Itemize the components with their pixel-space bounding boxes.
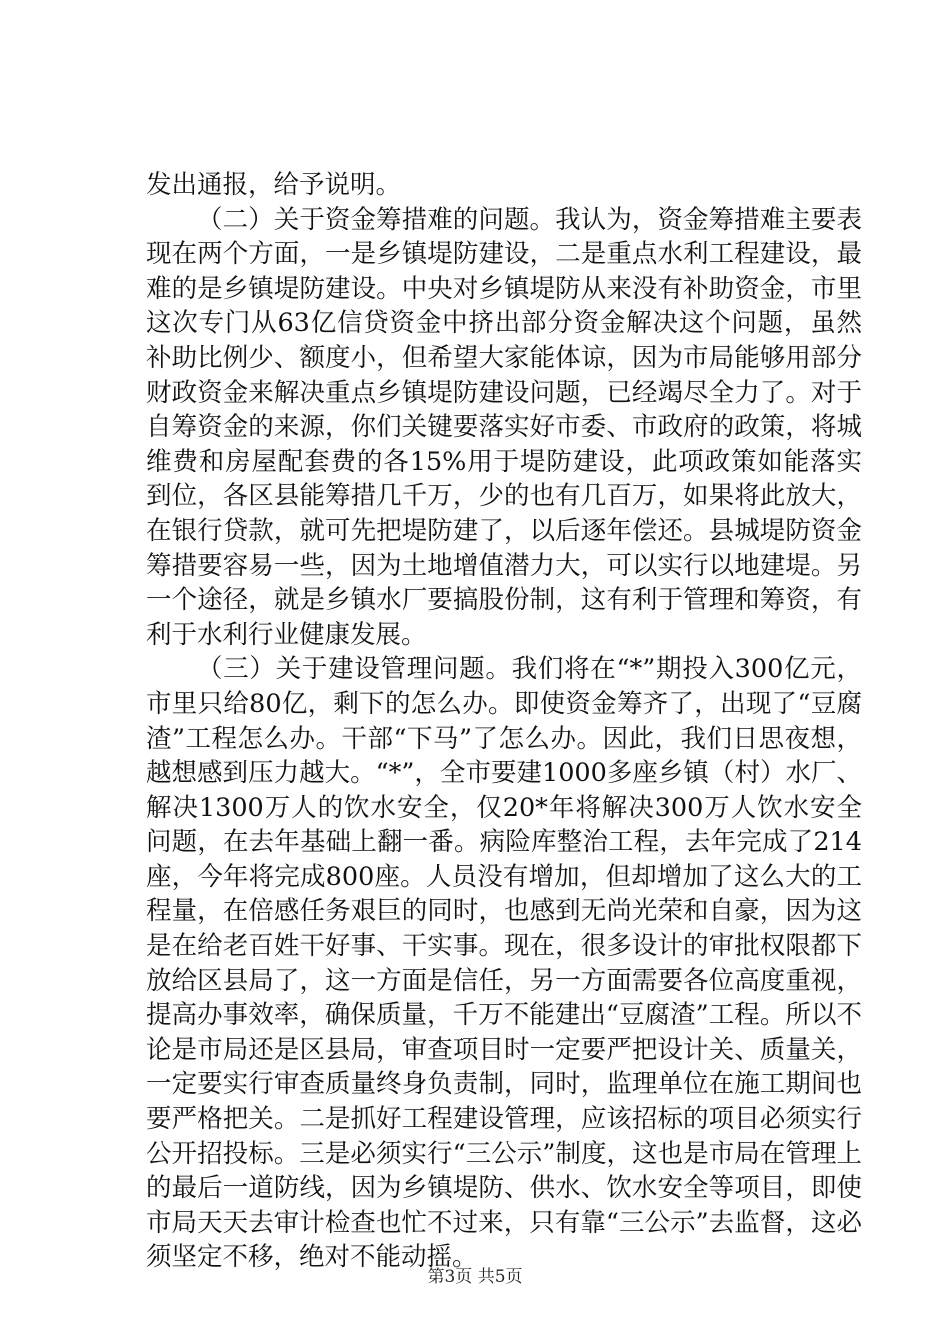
paragraph-construction-management: （三）关于建设管理问题。我们将在“*”期投入300亿元，市里只给80亿，剩下的怎么办。即使资金筹齐了，出现了“豆腐渣”工程怎么办。干部“下马”了怎么办。因此，我们日思夜想，越想感到压力越大。“*”，全市要建1000多座乡镇（村）水厂、解决1300万人的饮水安全，仅20*年将解决300万人饮水安全问题，在去年基础上翻一番。病险库整治工程，去年完成了214座，今年将完成800座。人员没有增加，但却增加了这么大的工程量，在倍感任务艰巨的同时，也感到无尚光荣和自豪，因为这是在给老百姓干好事、干实事。现在，很多设计的审批权限都下放给区县局了，这一方面是信任，另一方面需要各位高度重视，提高办事效率，确保质量，千万不能建出“豆腐渣”工程。所以不论是市局还是区县局，审查项目时一定要严把设计关、质量关，一定要实行审查质量终身负责制，同时，监理单位在施工期间也要严格把关。二是抓好工程建设管理，应该招标的项目必须实行公开招投标。三是必须实行“三公示”制度，这也是市局在管理上的最后一道防线，因为乡镇堤防、供水、饮水安全等项目，即使市局天天去审计检查也忙不过来，只有靠“三公示”去监督，这必须坚定不移，绝对不能动摇。 (146, 654, 862, 1273)
page-footer (0, 1262, 950, 1287)
page-number: 第3页 共5页 (427, 1267, 523, 1287)
document-body (146, 168, 862, 1275)
paragraph-funding: （二）关于资金筹措难的问题。我认为，资金筹措难主要表现在两个方面，一是乡镇堤防建设，二是重点水利工程建设，最难的是乡镇堤防建设。中央对乡镇堤防从来没有补助资金，市里这次专门从63亿信贷资金中挤出部分资金解决这个问题，虽然补助比例少、额度小，但希望大家能体谅，因为市局能够用部分财政资金来解决重点乡镇堤防建设问题，已经竭尽全力了。对于自筹资金的来源，你们关键要落实好市委、市政府的政策，将城维费和房屋配套费的各15%用于堤防建设，此项政策如能落实到位，各区县能筹措几千万，少的也有几百万，如果将此放大，在银行贷款，就可先把堤防建了，以后逐年偿还。县城堤防资金筹措要容易一些，因为土地增值潜力大，可以实行以地建堤。另一个途径，就是乡镇水厂要搞股份制，这有利于管理和筹资，有利于水利行业健康发展。 (146, 204, 862, 650)
paragraph-continuation: 发出通报，给予说明。 (146, 170, 402, 200)
